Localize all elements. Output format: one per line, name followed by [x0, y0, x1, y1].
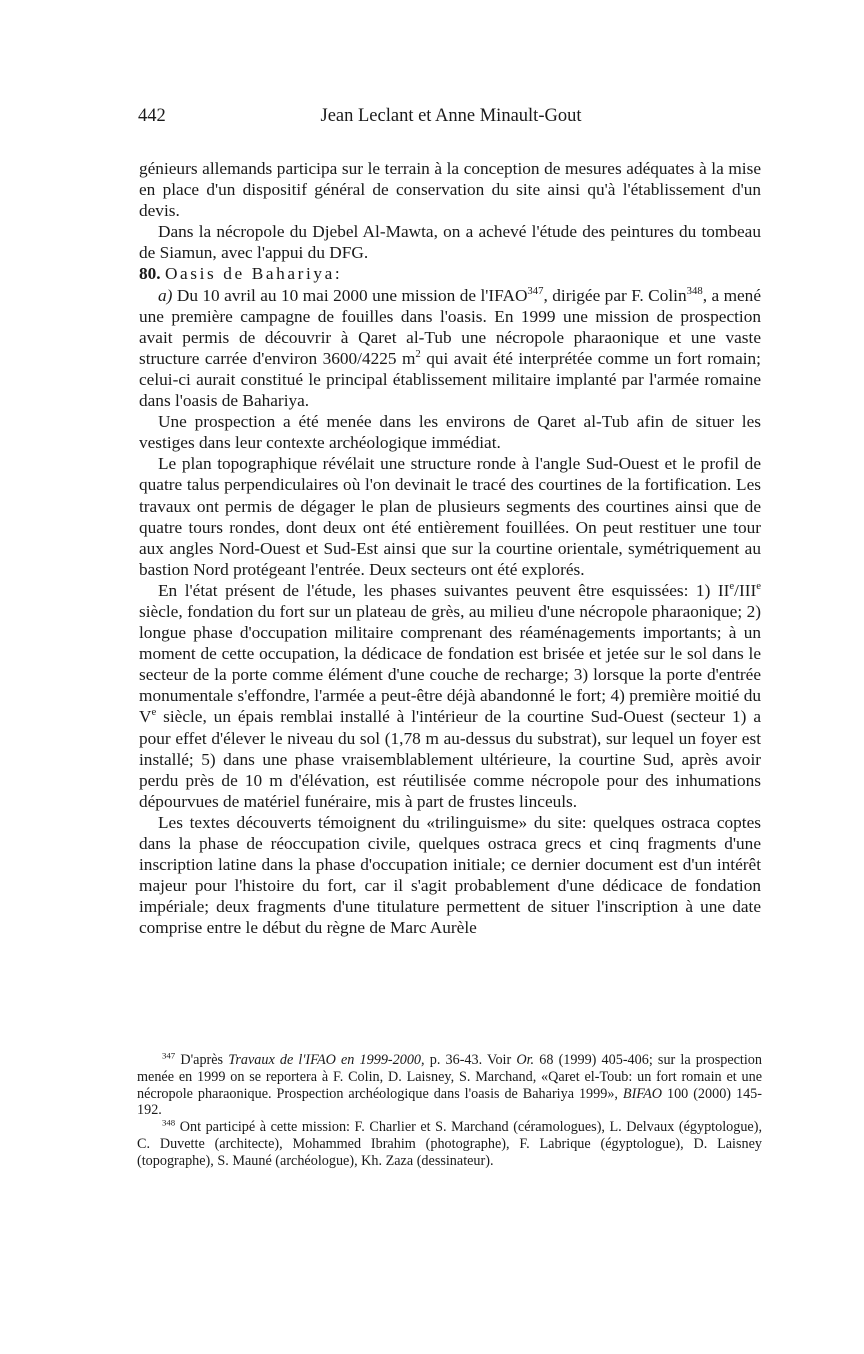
- paragraph-prospection: Une prospection a été menée dans les environs de Qaret al-Tub afin de situer les vestiges dans leur contexte archéologique immédiat.: [139, 412, 761, 453]
- superscript: e: [151, 706, 157, 719]
- footnotes: [137, 1052, 762, 1170]
- paragraph-plan-topographique: Le plan topographique révélait une structure ronde à l'angle Sud-Ouest et le profil de quatre talus perpendiculaires où l'on devinait le tracé des courtines de la fortification. Les travaux ont permis de dégager le plan de plusieurs segments des courtines ainsi que de quatre tours rondes, dont deux ont été entièrement fouillées. On peut restituer une tour aux angles Nord-Ouest et Sud-Est ainsi que sur la courtine orientale, symétriquement au bastion Nord protégeant l'entrée. Deux secteurs ont été explorés.: [139, 454, 761, 579]
- running-header: [138, 106, 764, 130]
- section-number: 80.: [139, 264, 161, 284]
- footnote-number: 347: [162, 1050, 176, 1061]
- paragraph-mission-ifao: a) Du 10 avril au 10 mai 2000 une mission de l'IFAO$^{347}$, dirigée par F. Colin$^{348}$, a mené une première campagne de fouilles dans l'oasis. En 1999 une mission de prospection avait permis de découvrir à Qaret al-Tub une nécropole pharaonique et une vaste structure carrée d'environ 3600/4225 $m^2$ qui avait été interprétée comme un fort romain; celui-ci aurait constitué le principal établissement militaire implanté par l'armée romaine dans l'oasis de Bahariya.: [139, 284, 761, 411]
- paragraph-continuation: génieurs allemands participa sur le terrain à la conception de mesures adéquates à la mise en place d'un dispositif général de conservation du site ainsi qu'à l'établissement d'un devis.: [139, 159, 761, 221]
- running-head-authors: Jean Leclant et Anne Minault-Gout: [320, 106, 582, 126]
- footnote-347: $^{347}$ D'après Travaux de l'IFAO en 1999-2000, p. 36-43. Voir Or. 68 (1999) 405-406; sur la prospection menée en 1999 on se reportera à F. Colin, D. Laisney, S. Marchand, «Qaret el-Toub: un fort romain et une nécropole pharaonique. Prospection archéologique dans l'oasis de Bahariya 1999», BIFAO 100 (2000) 145-192.: [137, 1050, 762, 1119]
- footnote-348: $^{348}$ Ont participé à cette mission: F. Charlier et S. Marchand (céramologues), L. Delvaux (égyptologue), C. Duvette (architecte), Mohammed Ibrahim (photographe), F. Labrique (égyptologue), D. Laisney (topographe), S. Mauné (archéologue), Kh. Zaza (dessinateur).: [137, 1117, 762, 1169]
- paragraph-phases: En l'état présent de l'étude, les phases suivantes peuvent être esquissées: 1) IIe/IIIe siècle, fondation du fort sur un plateau de grès, au milieu d'une nécropole pharaonique; 2) longue phase d'occupation militaire comprenant des réaménagements importants; à un moment de cette occupation, la dédicace de fondation est brisée et jetée sur le sol dans le secteur de la porte comme élément d'une couche de recharge; 3) lorsque la porte d'entrée monumentale s'effondre, l'armée a peut-être déjà abandonné le fort; 4) première moitié du Ve siècle, un épais remblai installé à l'intérieur de la courtine Sud-Ouest (secteur 1) a pour effet d'élever le niveau du sol (1,78 m au-dessus du substrat), sur lequel un foyer est installé; 5) dans une phase vraisemblablement ultérieure, la courtine Sud, après avoir perdu près de 10 m d'élévation, est réutilisée comme nécropole pour des inhumations dépourvues de matériel funéraire, mis à part de frustes linceuls.: [139, 580, 761, 811]
- superscript: e: [756, 580, 761, 593]
- main-text: [139, 158, 761, 938]
- section-heading: [139, 263, 761, 284]
- superscript: e: [729, 580, 735, 593]
- page-number: 442: [138, 106, 166, 126]
- section-title: Oasis de Bahariya:: [164, 264, 343, 284]
- footnote-number: 348: [162, 1117, 176, 1128]
- footnote-ref-347: 347: [527, 284, 544, 297]
- footnote-ref-348: 348: [686, 284, 703, 297]
- superscript: 2: [415, 348, 421, 361]
- paragraph-djebel-al-mawta: Dans la nécropole du Djebel Al-Mawta, on a achevé l'étude des peintures du tombeau de Siamun, avec l'appui du DFG.: [139, 222, 761, 263]
- paragraph-textes: Les textes découverts témoignent du «trilinguisme» du site: quelques ostraca coptes dans la phase de réoccupation civile, quelques ostraca grecs et cinq fragments d'une inscription latine dans la phase d'occupation initiale; ce dernier document est d'un intérêt majeur pour l'histoire du fort, car il s'agit probablement d'une dédicace de fondation impériale; deux fragments d'une titulature permettent de situer l'inscription à une date comprise entre le début du règne de Marc Aurèle: [139, 812, 761, 938]
- item-label: a): [158, 285, 173, 305]
